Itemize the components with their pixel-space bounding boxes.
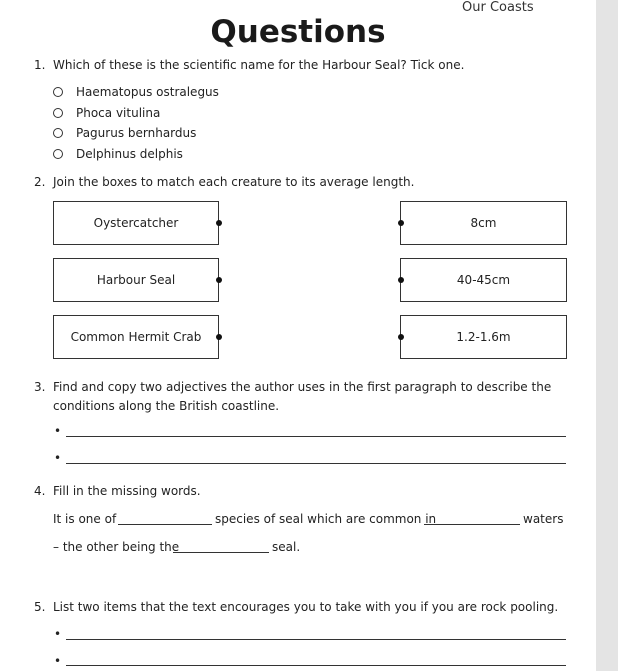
radio-button[interactable] [53,108,63,118]
page-title: Questions [210,14,386,50]
connector-dot[interactable] [398,277,404,283]
option-4[interactable] [53,147,183,161]
fill-sentence-2-b: seal. [272,540,301,554]
question-text-line-2: conditions along the British coastline. [53,399,280,413]
fill-sentence-1-a: It is one of [53,512,117,526]
question-number: 1. [34,58,46,72]
bullet: • [54,654,62,668]
radio-button[interactable] [53,149,63,159]
bullet: • [54,424,62,438]
question-text: List two items that the text encourages you to take with you if you are rock pooling. [53,600,559,614]
blank-field[interactable] [118,524,212,525]
match-box-right[interactable] [400,258,567,302]
blank-field[interactable] [424,524,520,525]
header-tag: Our Coasts [462,0,534,15]
answer-line[interactable] [66,639,566,640]
option-label: Haematopus ostralegus [76,85,219,99]
option-label: Pagurus bernhardus [76,126,197,140]
radio-button[interactable] [53,87,63,97]
fill-sentence-1-b: species of seal which are common in [215,512,437,526]
option-label: Delphinus delphis [76,147,183,161]
radio-button[interactable] [53,128,63,138]
connector-dot[interactable] [216,277,222,283]
fill-sentence-2-a: – the other being the [53,540,180,554]
question-text: Fill in the missing words. [53,484,201,498]
match-box-right[interactable] [400,315,567,359]
question-text-line-1: Find and copy two adjectives the author uses in the first paragraph to describe the [53,380,552,394]
blank-field[interactable] [173,552,269,553]
match-box-left[interactable] [53,258,219,302]
connector-dot[interactable] [216,334,222,340]
fill-sentence-1-c: waters [523,512,564,526]
option-1[interactable] [53,85,219,99]
bullet: • [54,451,62,465]
question-text: Which of these is the scientific name for the Harbour Seal? Tick one. [53,58,465,72]
answer-line[interactable] [66,463,566,464]
option-3[interactable] [53,126,196,140]
option-label: Phoca vitulina [76,106,161,120]
match-box-label: 1.2-1.6m [456,330,511,344]
connector-dot[interactable] [398,334,404,340]
match-box-left[interactable] [53,201,219,245]
match-box-label: 40-45cm [456,273,511,287]
match-box-right[interactable] [400,201,567,245]
match-box-label: Harbour Seal [96,273,176,287]
question-number: 2. [34,175,46,189]
answer-line[interactable] [66,436,566,437]
match-box-label: 8cm [470,216,497,230]
question-number: 4. [34,484,46,498]
match-box-left[interactable] [53,315,219,359]
match-box-label: Common Hermit Crab [70,330,202,344]
connector-dot[interactable] [216,220,222,226]
question-text: Join the boxes to match each creature to its average length. [53,175,415,189]
answer-line[interactable] [66,665,566,666]
match-box-label: Oystercatcher [93,216,179,230]
option-2[interactable] [53,106,160,120]
page-margin-strip [596,0,618,671]
question-number: 5. [34,600,46,614]
bullet: • [54,627,62,641]
connector-dot[interactable] [398,220,404,226]
question-number: 3. [34,380,46,394]
